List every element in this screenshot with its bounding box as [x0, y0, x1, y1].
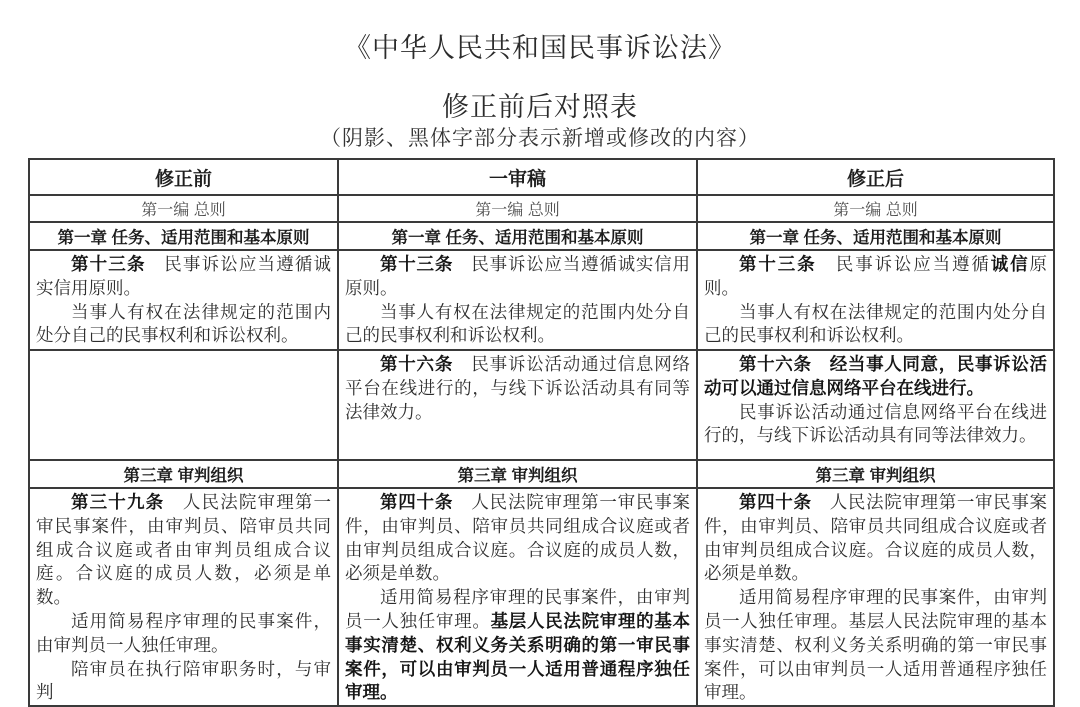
cell-article40-draft: 第四十条 人民法院审理第一审民事案件，由审判员、陪审员共同组成合议庭或者由审判员组成合议庭。合议庭的成员人数，必须是单数。 适用简易程序审理的民事案件，由审判员一人独任审理。基层人民法院审理的基本事实清楚、权利义务关系明确的第一审民事案件，可以由审判员一人适用普通程序独任审理。	[338, 488, 697, 706]
cell-article39-before: 第三十九条 人民法院审理第一审民事案件，由审判员、陪审员共同组成合议庭或者由审判员组成合议庭。合议庭的成员人数，必须是单数。 适用简易程序审理的民事案件，由审判员一人独任审理。 陪审员在执行陪审职务时，与审判	[29, 488, 338, 706]
row-chapter-three	[29, 460, 1054, 488]
cell-part-before: 第一编 总则	[29, 195, 338, 222]
row-article-13	[29, 250, 1054, 350]
cell-article13-before: 第十三条 民事诉讼应当遵循诚实信用原则。 当事人有权在法律规定的范围内处分自己的民事权利和诉讼权利。	[29, 250, 338, 350]
row-article-16	[29, 350, 1054, 460]
col-header-first-draft: 一审稿	[338, 159, 697, 195]
cell-part-after: 第一编 总则	[697, 195, 1054, 222]
comparison-table	[28, 158, 1055, 707]
cell-article16-after: 第十六条 经当事人同意，民事诉讼活动可以通过信息网络平台在线进行。 民事诉讼活动通过信息网络平台在线进行的，与线下诉讼活动具有同等法律效力。	[697, 350, 1054, 460]
col-header-after-amendment: 修正后	[697, 159, 1054, 195]
cell-article13-draft: 第十三条 民事诉讼应当遵循诚实信用原则。 当事人有权在法律规定的范围内处分自己的民事权利和诉讼权利。	[338, 250, 697, 350]
cell-chapter1-after: 第一章 任务、适用范围和基本原则	[697, 222, 1054, 250]
row-article-39-40	[29, 488, 1054, 706]
document-subtitle: 修正前后对照表	[442, 92, 638, 122]
cell-article40-after: 第四十条 人民法院审理第一审民事案件，由审判员、陪审员共同组成合议庭或者由审判员组成合议庭。合议庭的成员人数，必须是单数。 适用简易程序审理的民事案件，由审判员一人独任审理。基层人民法院审理的基本事实清楚、权利义务关系明确的第一审民事案件，可以由审判员一人适用普通程序独任审理。	[697, 488, 1054, 706]
cell-article16-draft: 第十六条 民事诉讼活动通过信息网络平台在线进行的，与线下诉讼活动具有同等法律效力。	[338, 350, 697, 460]
cell-article13-after: 第十三条 民事诉讼应当遵循诚信原则。 当事人有权在法律规定的范围内处分自己的民事权利和诉讼权利。	[697, 250, 1054, 350]
row-part-one	[29, 195, 1054, 222]
cell-chapter3-draft: 第三章 审判组织	[338, 460, 697, 488]
header-row	[29, 159, 1054, 195]
document-title: 《中华人民共和国民事诉讼法》	[344, 33, 736, 63]
col-header-before-amendment: 修正前	[29, 159, 338, 195]
cell-part-draft: 第一编 总则	[338, 195, 697, 222]
legend-note: （阴影、黑体字部分表示新增或修改的内容）	[320, 127, 760, 150]
cell-chapter1-draft: 第一章 任务、适用范围和基本原则	[338, 222, 697, 250]
cell-chapter1-before: 第一章 任务、适用范围和基本原则	[29, 222, 338, 250]
cell-chapter3-after: 第三章 审判组织	[697, 460, 1054, 488]
cell-chapter3-before: 第三章 审判组织	[29, 460, 338, 488]
row-chapter-one	[29, 222, 1054, 250]
cell-article16-before-empty	[29, 350, 338, 460]
